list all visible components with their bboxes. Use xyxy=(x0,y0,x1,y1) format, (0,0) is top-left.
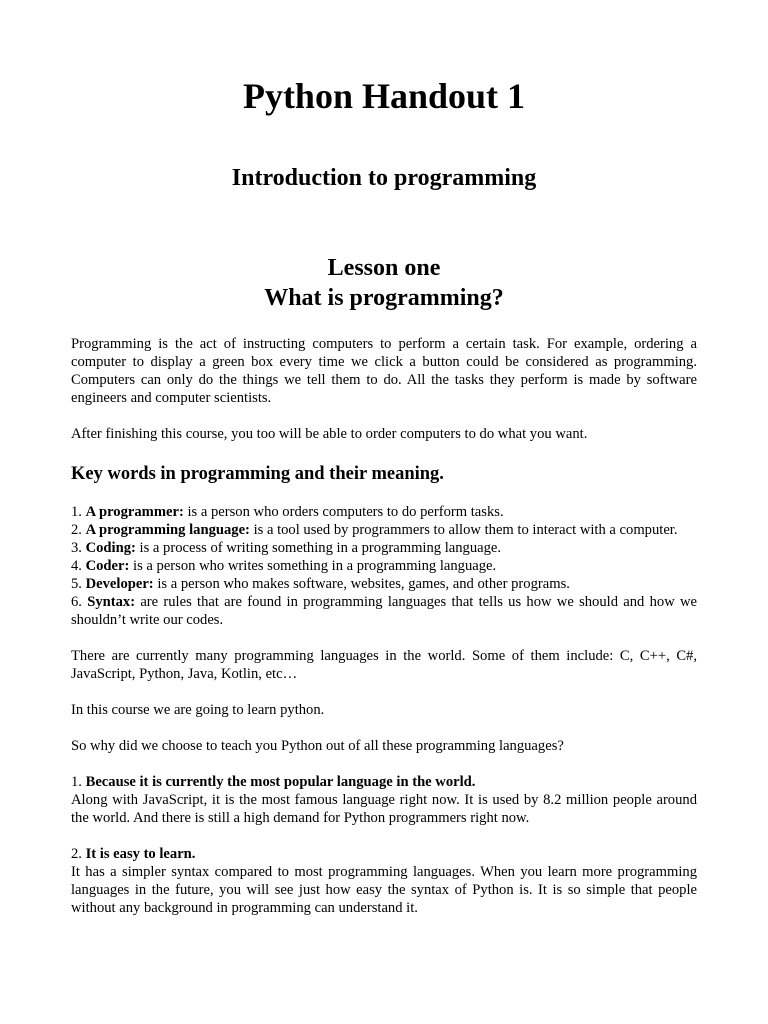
keyword-definition: is a person who writes something in a programming language. xyxy=(129,558,497,574)
keyword-item: 2. A programming language: is a tool used by programmers to allow them to interact with a computer. xyxy=(71,522,678,538)
keyword-term: Syntax: xyxy=(87,594,136,610)
reason-heading: 2. It is easy to learn. xyxy=(71,846,196,862)
keyword-definition: is a person who makes software, websites, games, and other programs. xyxy=(153,576,570,592)
reason-block xyxy=(71,845,697,917)
keyword-definition: is a tool used by programmers to allow them to interact with a computer. xyxy=(249,522,678,538)
reason-heading: 1. Because it is currently the most popular language in the world. xyxy=(71,774,476,790)
document-title: Python Handout 1 xyxy=(242,76,526,116)
reason-text: It has a simpler syntax compared to most programming languages. When you learn more programming languages in the future, you will see just how easy the syntax of Python is. It is so simple that people without any background in programming can understand it. xyxy=(71,864,697,916)
lesson-heading xyxy=(71,253,697,313)
reason-block xyxy=(71,773,697,827)
keywords-heading: Key words in programming and their meaning. xyxy=(71,464,444,484)
intro-paragraph-2: After finishing this course, you too will be able to order computers to do what you want. xyxy=(71,426,588,442)
keyword-item: 1. A programmer: is a person who orders computers to do perform tasks. xyxy=(71,504,504,520)
keyword-term: A programming language: xyxy=(85,522,250,538)
document-body xyxy=(71,335,697,917)
keyword-term: Coding: xyxy=(85,540,136,556)
keyword-term: Coder: xyxy=(85,558,130,574)
document-subtitle: Introduction to programming xyxy=(231,165,537,191)
keyword-item: 5. Developer: is a person who makes software, websites, games, and other programs. xyxy=(71,576,570,592)
keywords-list xyxy=(71,503,697,629)
why-paragraph: So why did we choose to teach you Python out of all these programming languages? xyxy=(71,738,564,754)
intro-paragraph: Programming is the act of instructing computers to perform a certain task. For example, ordering a computer to display a green box every time we click a button could be considered as programming. Computers can only do the things we tell them to do. All the tasks they perform is made by software engineers and computer scientists. xyxy=(71,336,697,406)
reason-text: Along with JavaScript, it is the most famous language right now. It is used by 8.2 million people around the world. And there is still a high demand for Python programmers right now. xyxy=(71,792,697,826)
lesson-question: What is programming? xyxy=(264,285,504,311)
keyword-item: 4. Coder: is a person who writes something in a programming language. xyxy=(71,558,497,574)
keyword-definition: are rules that are found in programming languages that tells us how we should and how we shouldn’t write our codes. xyxy=(71,594,698,628)
keyword-item: 3. Coding: is a process of writing something in a programming language. xyxy=(71,540,502,556)
keyword-term: A programmer: xyxy=(85,504,184,520)
lesson-label: Lesson one xyxy=(327,255,441,281)
keyword-definition: is a process of writing something in a programming language. xyxy=(135,540,502,556)
keyword-term: Developer: xyxy=(85,576,154,592)
keyword-item: 6. Syntax: are rules that are found in programming languages that tells us how we should and how we shouldn’t write our codes. xyxy=(71,594,698,628)
course-paragraph: In this course we are going to learn python. xyxy=(71,702,325,718)
languages-paragraph: There are currently many programming languages in the world. Some of them include: C, C++, C#, JavaScript, Python, Java, Kotlin, etc… xyxy=(71,648,697,682)
keyword-definition: is a person who orders computers to do perform tasks. xyxy=(183,504,504,520)
